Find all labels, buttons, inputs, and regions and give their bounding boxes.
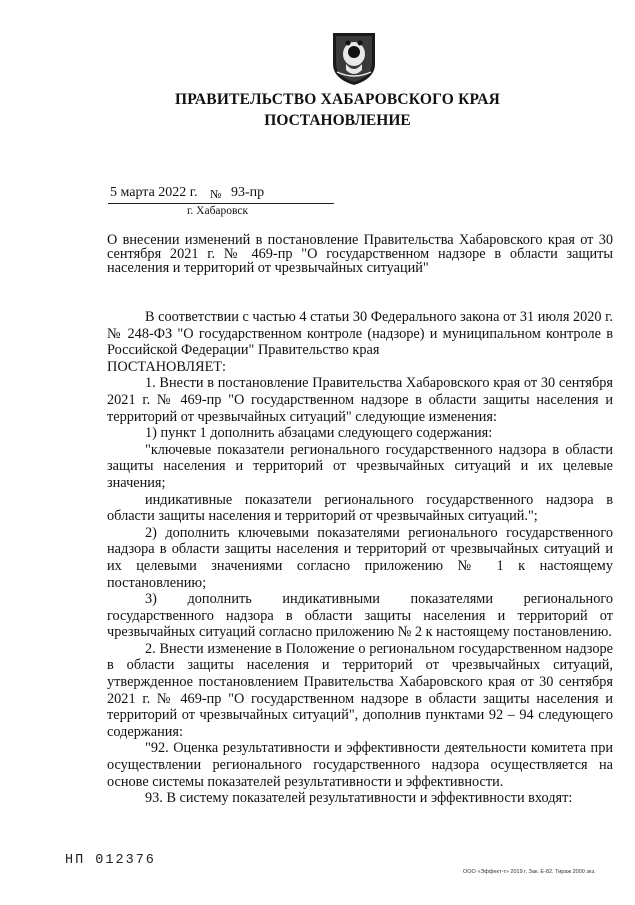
document-number: 93-пр <box>231 185 265 200</box>
date-number-line <box>108 186 334 204</box>
organization-title: ПРАВИТЕЛЬСТВО ХАБАРОВСКОГО КРАЯ <box>174 91 501 108</box>
paragraph: 93. В систему показателей результативности и эффективности входят: <box>145 790 573 807</box>
document-date: 5 марта 2022 г. <box>110 185 198 200</box>
document-subject: О внесении изменений в постановление Правительства Хабаровского края от 30 сентября 2021 г. № 469-пр "О государственном надзоре в области защиты населения и территорий от чрезвычайных ситуаций" <box>107 232 613 276</box>
paragraph: "92. Оценка результативности и эффективности деятельности комитета при осуществлении регионального государственного надзора осуществляется на основе системы показателей результативности и эффективности. <box>107 740 613 790</box>
paragraph: индикативные показатели регионального государственного надзора в области защиты населения и территорий от чрезвычайных ситуаций."; <box>107 491 613 525</box>
paragraph: 2) дополнить ключевыми показателями регионального государственного надзора в области защиты населения и территорий от чрезвычайных ситуаций и их целевыми значениями согласно приложению № 1 к настоящему постановлению; <box>107 524 613 591</box>
paragraph: "ключевые показатели регионального государственного надзора в области защиты населения и территорий от чрезвычайных ситуаций и их целевые значения; <box>107 441 613 491</box>
paragraph-decree: ПОСТАНОВЛЯЕТ: <box>107 358 227 375</box>
number-label: № <box>210 187 222 201</box>
paragraph: 1) пункт 1 дополнить абзацами следующего содержания: <box>145 425 493 442</box>
form-serial-number: НП 012376 <box>65 853 156 868</box>
paragraph: 3) дополнить индикативными показателями регионального государственного надзора в области защиты населения и территорий от чрезвычайных ситуаций согласно приложению № 2 к настоящему постановлению. <box>107 591 613 641</box>
paragraph: В соответствии с частью 4 статьи 30 Федерального закона от 31 июля 2020 г. № 248-ФЗ "О государственном контроле (надзоре) и муниципальном контроле в Российской Федерации" Правительство края <box>107 309 613 359</box>
paragraph: 1. Внести в постановление Правительства Хабаровского края от 30 сентября 2021 г. № 469-пр "О государственном надзоре в области защиты населения и территорий от чрезвычайных ситуаций" следующие изменения: <box>107 375 613 425</box>
print-info: ООО «Эффект-т» 2019 г. Зак. Е-82. Тираж 2000 экз. <box>463 869 596 875</box>
document-body <box>107 309 613 807</box>
paragraph: 2. Внести изменение в Положение о региональном государственном надзоре в области защиты населения и территорий от чрезвычайных ситуаций, утвержденное постановлением Правительства Хабаровского края от 30 сентября 2021 г. № 469-пр "О государственном надзоре в области защиты населения и территорий от чрезвычайных ситуаций", дополнив пунктами 92 – 94 следующего содержания: <box>107 640 613 740</box>
document-type: ПОСТАНОВЛЕНИЕ <box>264 112 411 129</box>
document-city: г. Хабаровск <box>187 205 249 217</box>
coat-of-arms-icon <box>329 30 379 86</box>
